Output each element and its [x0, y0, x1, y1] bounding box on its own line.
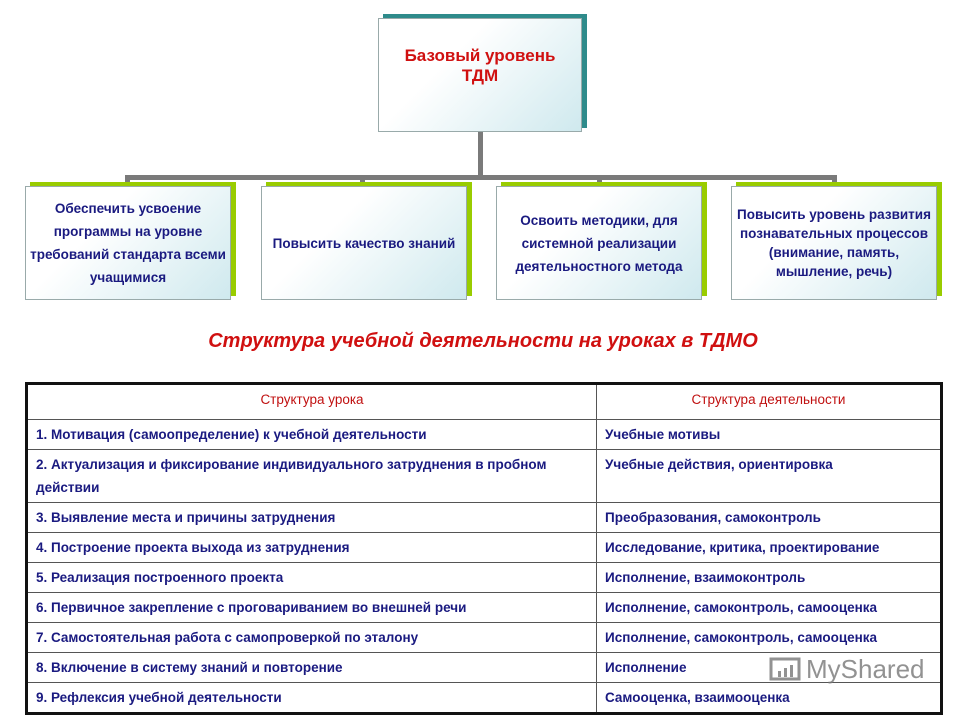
lesson-stage-cell: 8. Включение в систему знаний и повторение: [27, 653, 597, 683]
goal-text: Повысить качество знаний: [272, 235, 456, 251]
activity-cell: Исполнение: [597, 653, 942, 683]
lesson-stage-cell: 9. Рефлексия учебной деятельности: [27, 683, 597, 714]
activity-cell: Учебные действия, ориентировка: [597, 450, 942, 503]
watermark-text: MyShared: [806, 654, 925, 684]
table-row: [27, 420, 942, 450]
lesson-stage-cell: 7. Самостоятельная работа с самопроверкой по эталону: [27, 623, 597, 653]
connector-drop-3: [597, 178, 602, 186]
lesson-stage-cell: 3. Выявление места и причины затруднения: [27, 503, 597, 533]
goal-text: Повысить уровень развития познавательных процессов (внимание, память, мышление, речь): [737, 207, 931, 279]
activity-cell: Самооценка, взаимооценка: [597, 683, 942, 714]
header-lesson-structure: Структура урока: [27, 384, 597, 420]
table-row: [27, 623, 942, 653]
activity-cell: Исполнение, самоконтроль, самооценка: [597, 593, 942, 623]
table-row: [27, 503, 942, 533]
goal-node-2: [261, 186, 467, 300]
goal-node-3: [496, 186, 702, 300]
table-row: [27, 563, 942, 593]
goal-node-4: [731, 186, 937, 300]
root-node-base-level: [378, 18, 582, 132]
section-title: Структура учебной деятельности на уроках в ТДМО: [208, 330, 758, 352]
lesson-stage-cell: 4. Построение проекта выхода из затруднения: [27, 533, 597, 563]
connector-bar: [125, 175, 837, 180]
activity-cell: Исследование, критика, проектирование: [597, 533, 942, 563]
goal-text: Обеспечить усвоение программы на уровне требований стандарта всеми учащимися: [30, 201, 226, 285]
root-node-line1: Базовый уровень: [404, 46, 556, 65]
lesson-stage-cell: 2. Актуализация и фиксирование индивидуального затруднения в пробном действии: [27, 450, 597, 503]
connector-drop-4: [832, 178, 837, 186]
table-row: [27, 683, 942, 714]
activity-cell: Учебные мотивы: [597, 420, 942, 450]
table-row: [27, 593, 942, 623]
watermark: [768, 654, 925, 685]
activity-cell: Исполнение, взаимоконтроль: [597, 563, 942, 593]
table-row: [27, 533, 942, 563]
lesson-stage-cell: 1. Мотивация (самоопределение) к учебной деятельности: [27, 420, 597, 450]
table-row: [27, 450, 942, 503]
lesson-stage-cell: 5. Реализация построенного проекта: [27, 563, 597, 593]
connector-drop-1: [125, 178, 130, 186]
connector-stem: [478, 132, 483, 178]
root-node-line2: ТДМ: [461, 66, 499, 85]
header-activity-structure: Структура деятельности: [597, 384, 942, 420]
goal-text: Освоить методики, для системной реализации деятельностного метода: [515, 212, 683, 274]
lesson-stage-cell: 6. Первичное закрепление с проговариванием во внешней речи: [27, 593, 597, 623]
activity-cell: Преобразования, самоконтроль: [597, 503, 942, 533]
activity-cell: Исполнение, самоконтроль, самооценка: [597, 623, 942, 653]
goal-node-1: [25, 186, 231, 300]
connector-drop-2: [360, 178, 365, 186]
presentation-icon: [768, 655, 802, 685]
